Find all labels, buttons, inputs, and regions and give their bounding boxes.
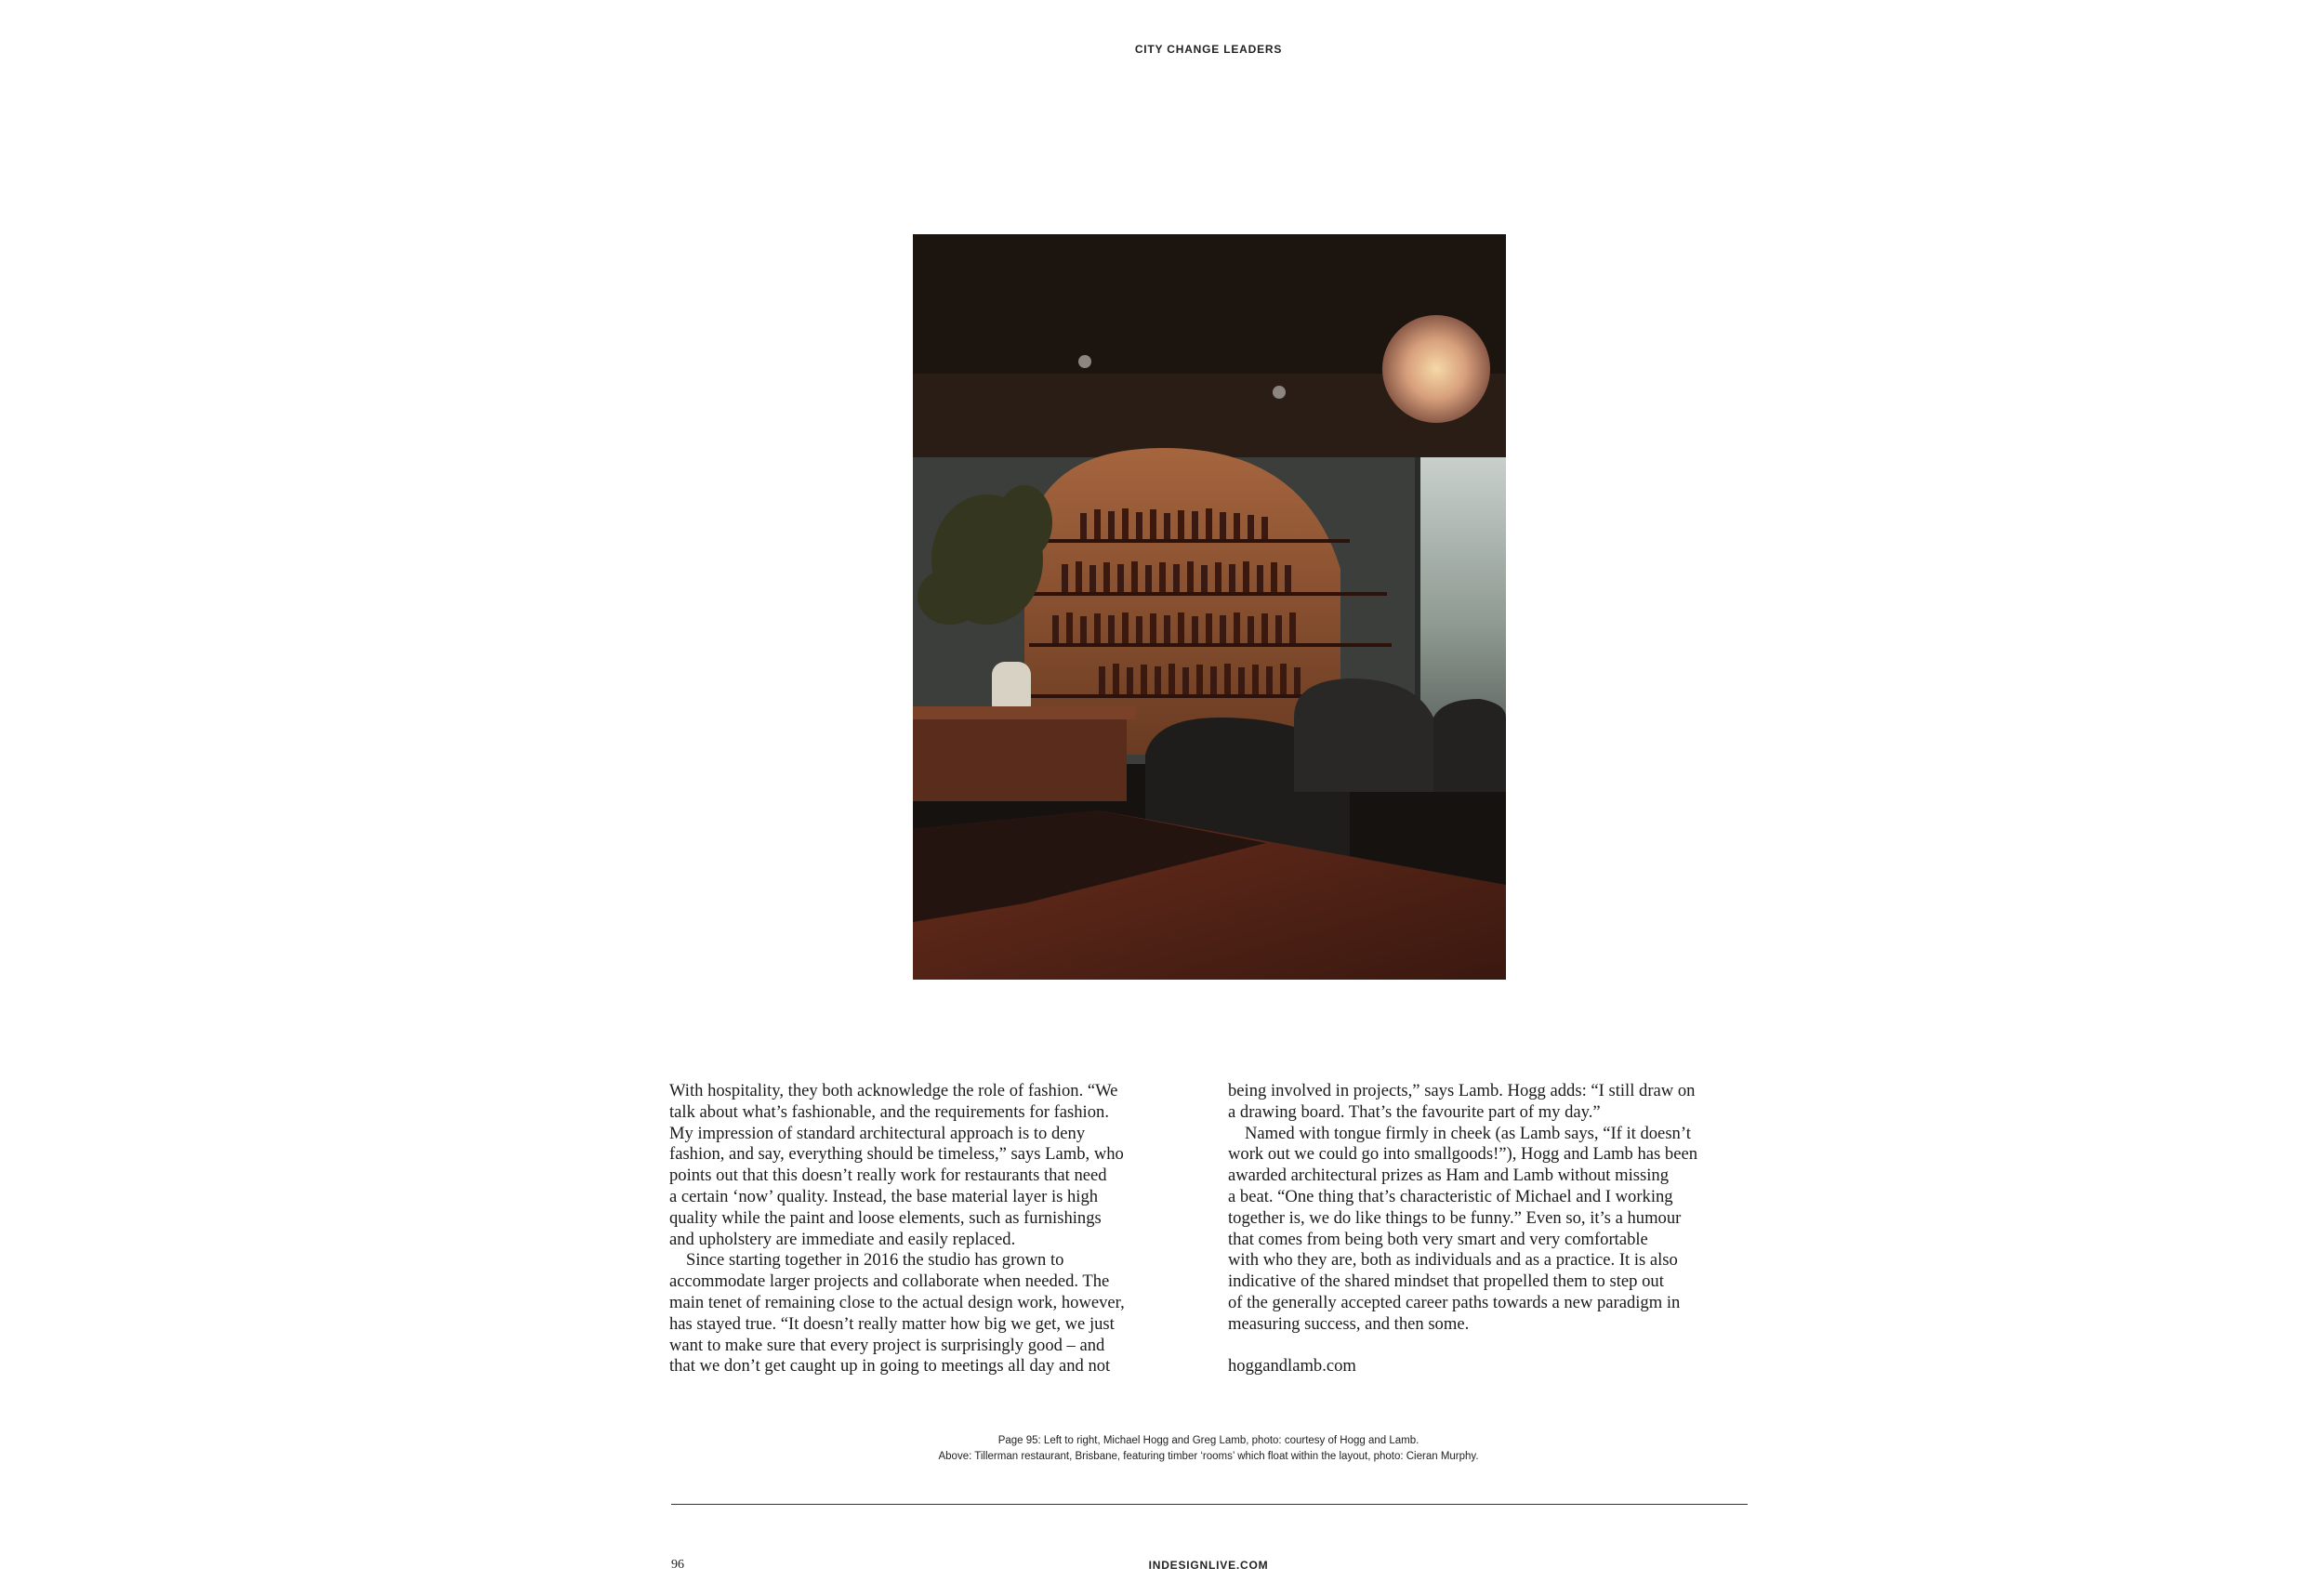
- photo-illustration: [913, 234, 1506, 980]
- spotlight: [1273, 386, 1286, 399]
- window: [1415, 457, 1506, 736]
- caption-line: Above: Tillerman restaurant, Brisbane, featuring timber ‘rooms’ which float within the layout, photo: Cieran Murphy.: [938, 1451, 1479, 1462]
- article-column-left: [669, 1081, 1218, 1377]
- footer-site: INDESIGNLIVE.COM: [1148, 1559, 1269, 1572]
- armchair: [1294, 678, 1433, 792]
- spotlight: [1078, 355, 1091, 368]
- paragraph: Since starting together in 2016 the studio has grown to accommodate larger projects and collaborate when needed. The main tenet of remaining close to the actual design work, however, has stayed true. “It doesn’t really matter how big we get, we just want to make sure that every project is surprisingly good – and that we don’t get caught up in going to meetings all day and not: [669, 1250, 1125, 1377]
- paragraph: Named with tongue firmly in cheek (as Lamb says, “If it doesn’t work out we could go into smallgoods!”), Hogg and Lamb has been awarded architectural prizes as Ham and Lamb without missing a beat. “One thing that’s characteristic of Michael and I working together is, we do like things to be funny.” Even so, it’s a humour that comes from being both very smart and very comfortable with who they are, both as individuals and as a practice. It is also indicative of the shared mindset that propelled them to step out of the generally accepted career paths towards a new paradigm in measuring success, and then some.: [1228, 1123, 1698, 1334]
- footer-divider: [671, 1504, 1748, 1505]
- photo-caption: [837, 1433, 1580, 1465]
- page-number: 96: [671, 1558, 684, 1572]
- restaurant-interior-photo: [913, 234, 1506, 980]
- running-head: CITY CHANGE LEADERS: [1134, 43, 1283, 56]
- bar-counter: [913, 718, 1127, 801]
- caption-line: Page 95: Left to right, Michael Hogg and Greg Lamb, photo: courtesy of Hogg and Lamb.: [997, 1435, 1419, 1446]
- paragraph: being involved in projects,” says Lamb. Hogg adds: “I still draw on a drawing board. That’s the favourite part of my day.”: [1228, 1081, 1696, 1122]
- article-column-right: [1228, 1081, 1776, 1377]
- pendant-lamp: [1382, 315, 1490, 423]
- website-link[interactable]: hoggandlamb.com: [1228, 1355, 1356, 1376]
- paragraph: With hospitality, they both acknowledge the role of fashion. “We talk about what’s fashionable, and the requirements for fashion. My impression of standard architectural approach is to deny fashion, and say, everything should be timeless,” says Lamb, who points out that this doesn’t really work for restaurants that need a certain ‘now’ quality. Instead, the base material layer is high quality while the paint and loose elements, such as furnishings and upholstery are immediate and easily replaced.: [669, 1081, 1124, 1249]
